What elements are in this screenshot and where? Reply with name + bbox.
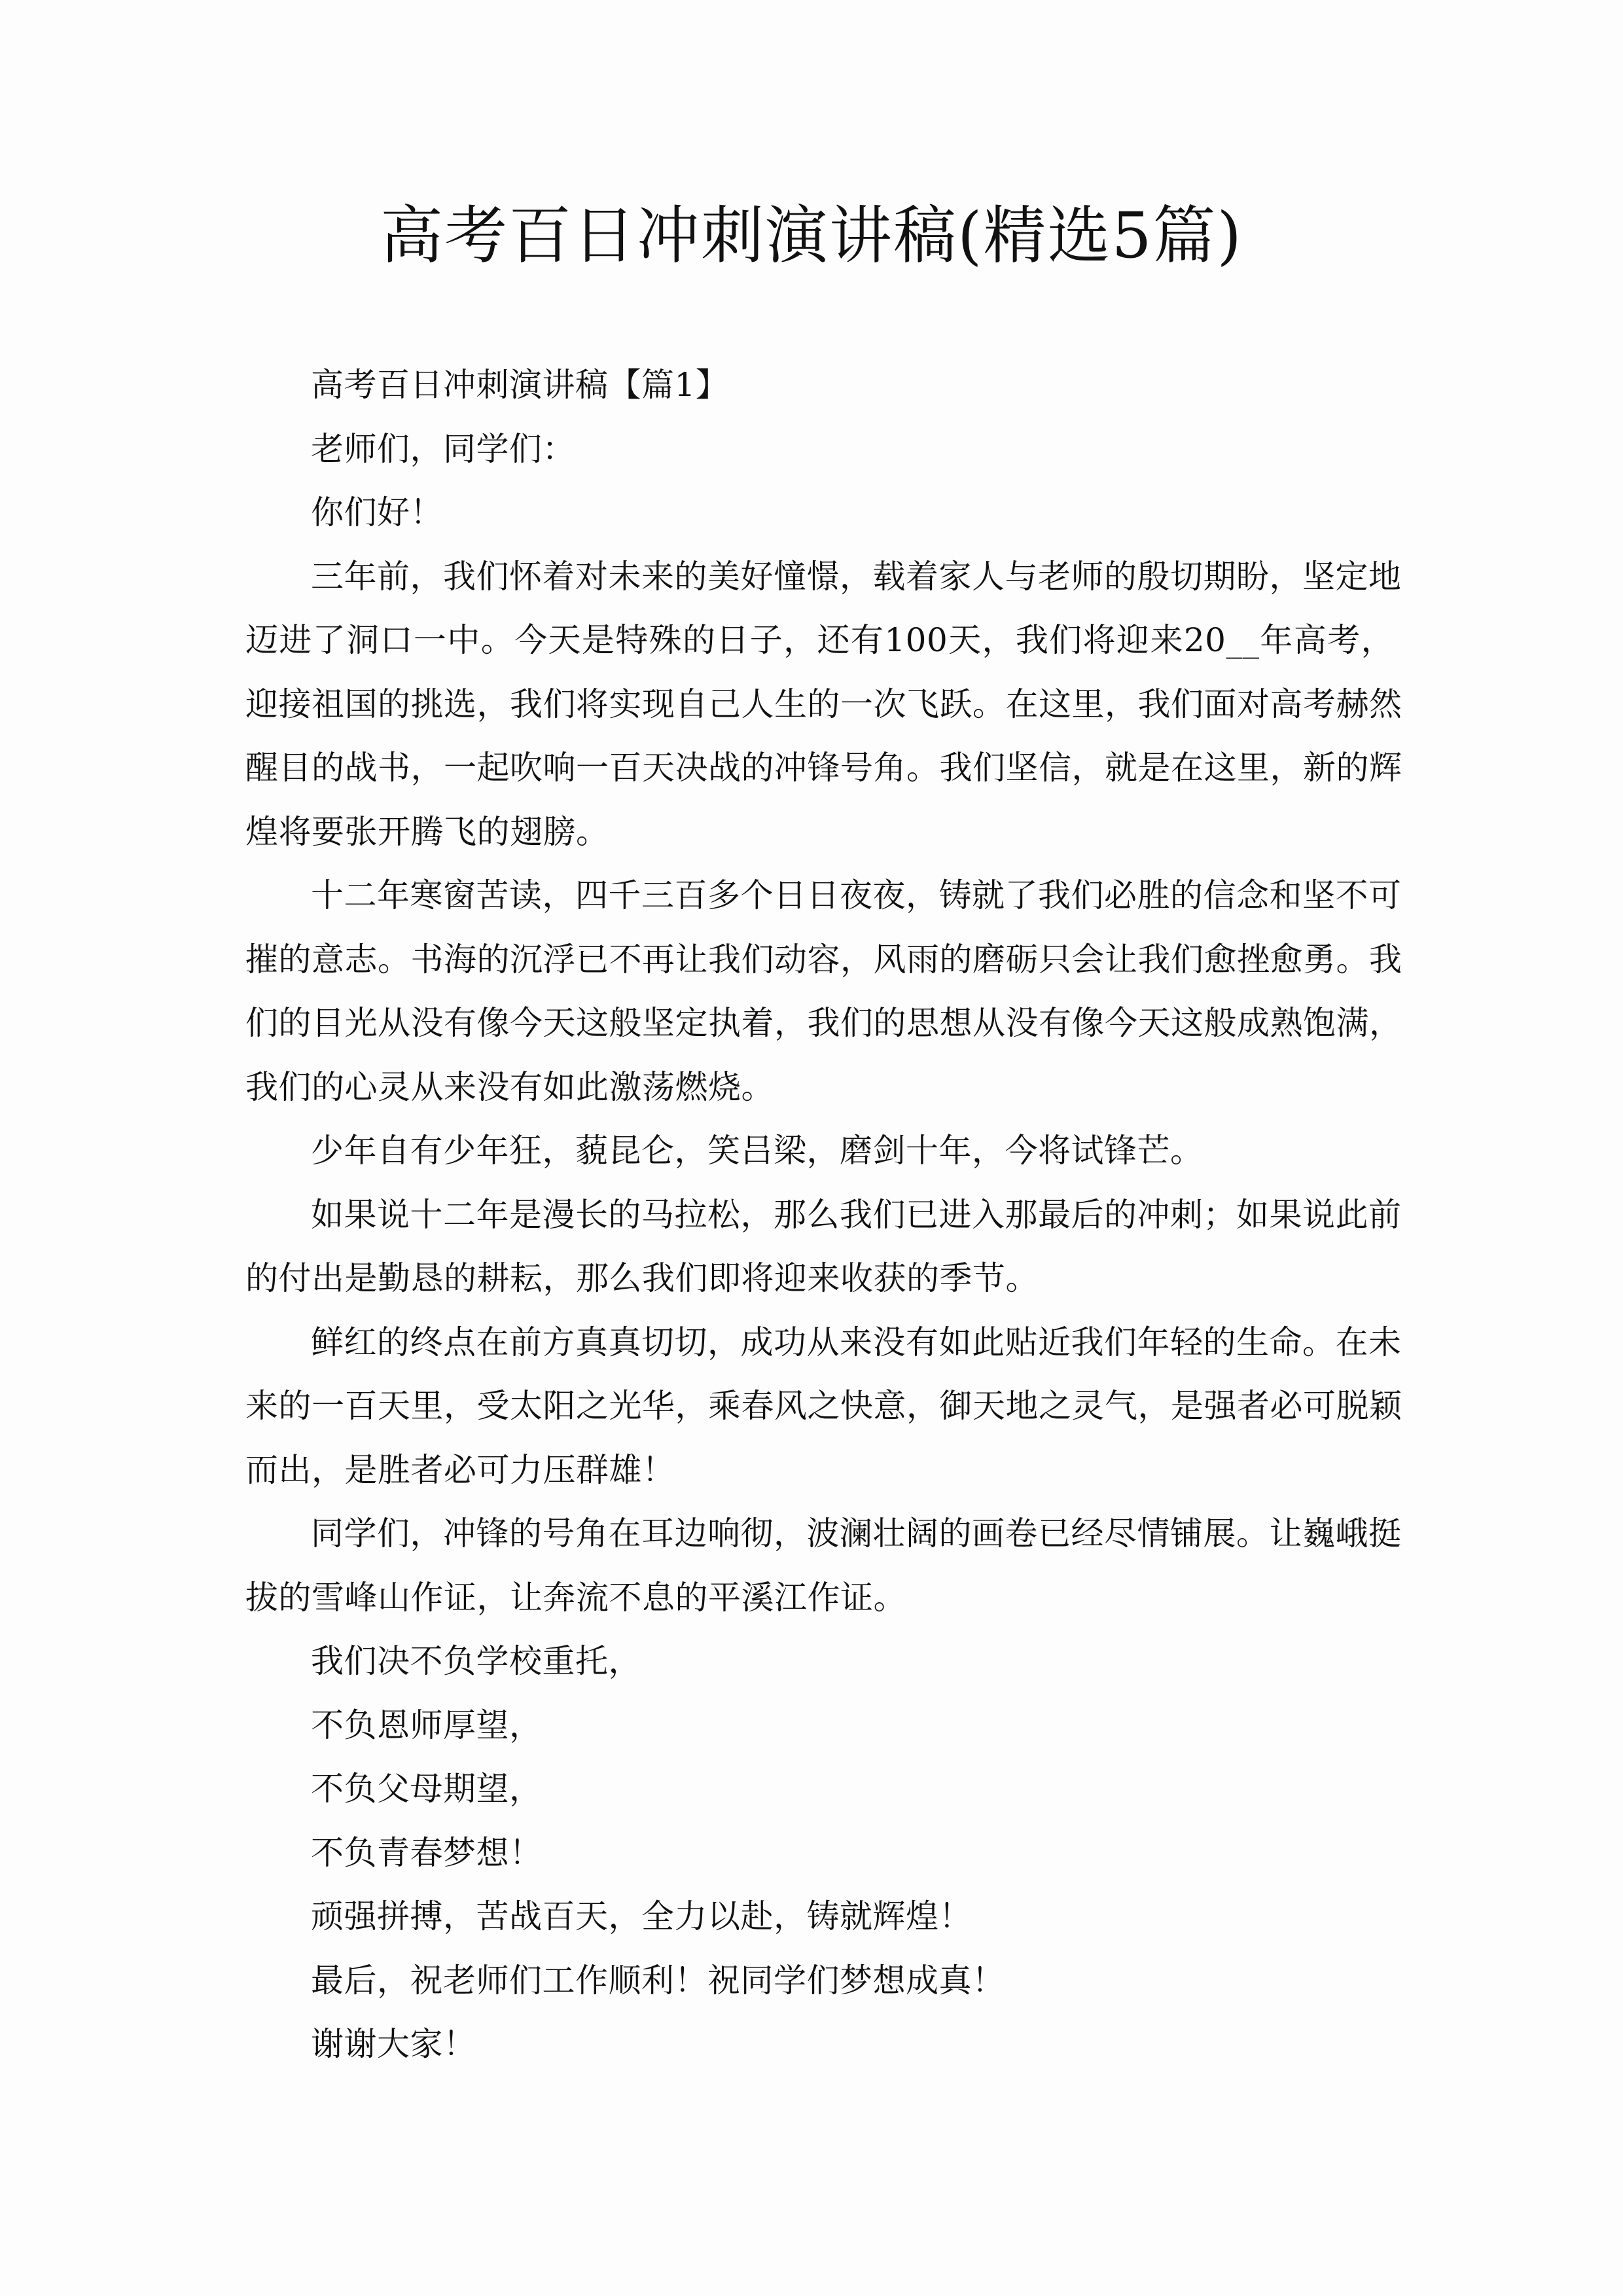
text-line: 十二年寒窗苦读，四千三百多个日日夜夜，铸就了我们必胜的信念和坚不可 <box>311 876 1402 914</box>
text-line: 少年自有少年狂，藐昆仑，笑吕梁，磨剑十年，今将试锋芒。 <box>311 1132 1204 1170</box>
text-line: 同学们，冲锋的号角在耳边响彻，波澜壮阔的画卷已经尽情铺展。让巍峨挺 <box>311 1515 1402 1552</box>
text-line: 来的一百天里，受太阳之光华，乘春风之快意，御天地之灵气，是强者必可脱颖 <box>245 1387 1402 1425</box>
text-line: 的付出是勤恳的耕耘，那么我们即将迎来收获的季节。 <box>245 1259 1039 1297</box>
text-line: 煌将要张开腾飞的翅膀。 <box>245 812 609 851</box>
section-heading: 高考百日冲刺演讲稿【篇1】 <box>311 366 729 404</box>
text-line: 迎接祖国的挑选，我们将实现自己人生的一次飞跃。在这里，我们面对高考赫然 <box>245 685 1402 723</box>
document-body <box>245 353 1402 2077</box>
text-line: 顽强拼搏，苦战百天，全力以赴，铸就辉煌！ <box>311 1897 972 1935</box>
text-line: 三年前，我们怀着对未来的美好憧憬，载着家人与老师的殷切期盼，坚定地 <box>311 557 1402 596</box>
text-line: 不负恩师厚望， <box>311 1706 543 1744</box>
text-line: 们的目光从没有像今天这般坚定执着，我们的思想从没有像今天这般成熟饱满， <box>245 1004 1402 1042</box>
text-line: 我们决不负学校重托， <box>311 1642 641 1680</box>
text-line: 鲜红的终点在前方真真切切，成功从来没有如此贴近我们年轻的生命。在未 <box>311 1323 1402 1361</box>
text-line: 拔的雪峰山作证，让奔流不息的平溪江作证。 <box>245 1578 906 1617</box>
speech-text <box>245 418 1402 2077</box>
text-line: 醒目的战书，一起吹响一百天决战的冲锋号角。我们坚信，就是在这里，新的辉 <box>245 749 1402 787</box>
text-line: 摧的意志。书海的沉浮已不再让我们动容，风雨的磨砺只会让我们愈挫愈勇。我 <box>245 940 1402 978</box>
text-line: 你们好！ <box>311 493 443 531</box>
text-line: 最后，祝老师们工作顺利！祝同学们梦想成真！ <box>311 1961 1005 2000</box>
text-line: 谢谢大家！ <box>311 2025 476 2063</box>
text-line: 而出，是胜者必可力压群雄！ <box>245 1450 675 1489</box>
text-line: 不负青春梦想！ <box>311 1833 543 1872</box>
text-line: 老师们，同学们： <box>311 429 575 468</box>
text-line: 如果说十二年是漫长的马拉松，那么我们已进入那最后的冲刺；如果说此前 <box>311 1195 1402 1234</box>
text-line: 我们的心灵从来没有如此激荡燃烧。 <box>245 1067 774 1106</box>
text-line: 不负父母期望， <box>311 1770 543 1808</box>
document-title: 高考百日冲刺演讲稿(精选5篇) <box>380 199 1243 272</box>
text-line: 迈进了洞口一中。今天是特殊的日子，还有100天，我们将迎来20__年高考， <box>245 621 1394 659</box>
